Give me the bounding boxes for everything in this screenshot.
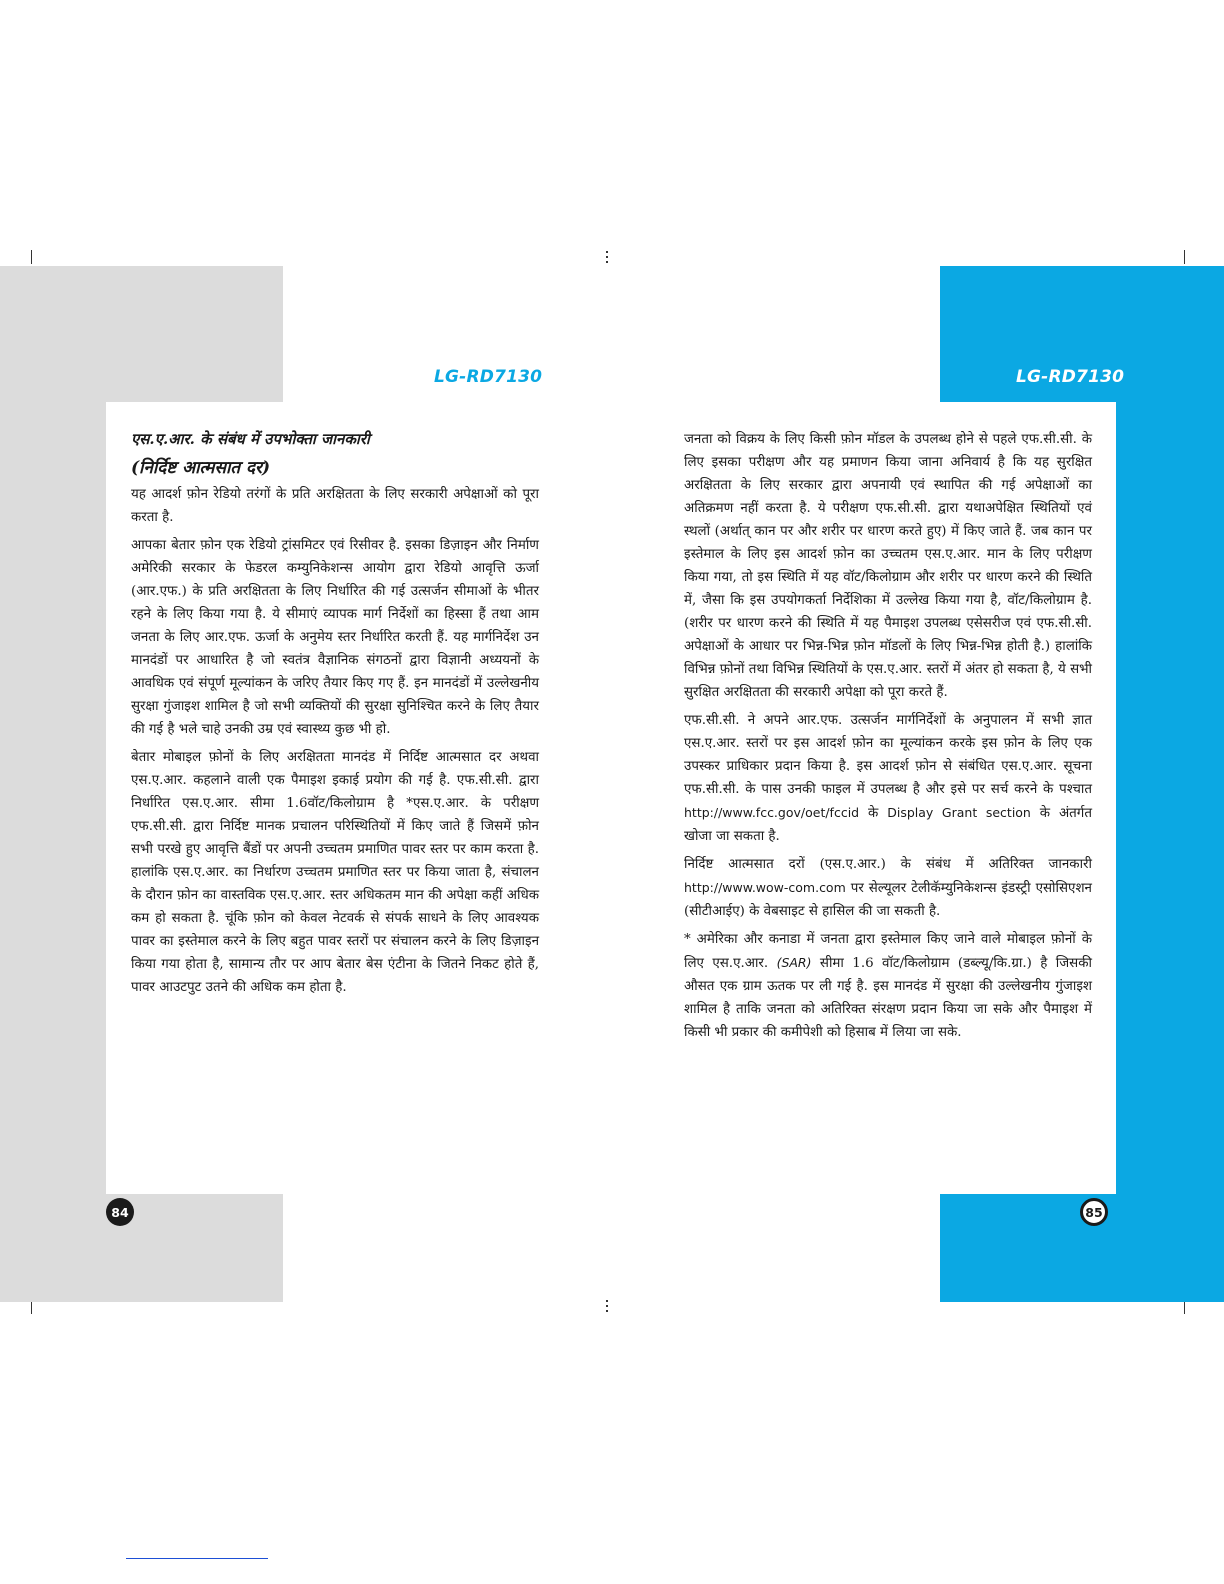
- fold-mark-top: [606, 251, 608, 266]
- ctia-url[interactable]: http://www.wow-com.com: [684, 880, 846, 895]
- footnote-paragraph: [684, 928, 1092, 1044]
- crop-mark-bottom-left: [31, 1300, 32, 1314]
- paragraph-head: निर्दिष्ट आत्मसात दरों (एस.ए.आर.) के संबंध में अतिरिक्त जानकारी: [684, 857, 1092, 872]
- paragraph: जनता को विक्रय के लिए किसी फ़ोन मॉडल के उपलब्ध होने से पहले एफ.सी.सी. के लिए इसका परीक्षण और यह प्रमाणन किया जाना अनिवार्य है कि यह सुरक्षित अरक्षितता के लिए सरकार द्वारा अपनायी एवं स्थापित की गई अपेक्षाओं का अतिक्रमण नहीं करता है. ये परीक्षण एफ.सी.सी. द्वारा यथाअपेक्षित स्थितियों एवं स्थलों (अर्थात् कान पर और शरीर पर धारण करते हुए) में किए जाते हैं. जब कान पर इस्तेमाल के लिए इस आदर्श फ़ोन का उच्चतम एस.ए.आर. मान के लिए परीक्षण किया गया, तो इस स्थिति में यह वॉट/किलोग्राम और शरीर पर धारण करने की स्थिति में, जैसा कि इस उपयोगकर्ता निर्देशिका में उल्लेख किया गया है, वॉट/किलोग्राम है. (शरीर पर धारण करने की स्थिति में यह पैमाइश उपलब्ध एसेसरीज एवं एफ.सी.सी. अपेक्षाओं के आधार पर भिन्न-भिन्न फ़ोन मॉडलों के लिए भिन्न-भिन्न होती है.) हालांकि विभिन्न फ़ोनों तथा विभिन्न स्थितियों के एस.ए.आर. स्तरों में अंतर हो सकता है, ये सभी सुरक्षित अरक्षितता की सरकारी अपेक्षा को पूरा करते हैं.: [684, 432, 1092, 700]
- paragraph-text: एफ.सी.सी. ने अपने आर.एफ. उत्सर्जन मार्गनिर्देशों के अनुपालन में सभी ज्ञात एस.ए.आर. स्तरों पर इस आदर्श फ़ोन का मूल्यांकन करके इस फ़ोन के लिए एक उपस्कर प्राधिकार प्रदान किया है. इस आदर्श फ़ोन से संबंधित एस.ए.आर. सूचना एफ.सी.सी. के पास उनकी फाइल में उपलब्ध है और इसे पर सर्च करने के पश्चात: [684, 713, 1092, 797]
- section-subtitle: (निर्दिष्ट आत्मसात दर): [131, 458, 271, 478]
- model-header-left: LG-RD7130: [434, 367, 543, 387]
- paragraph: आपका बेतार फ़ोन एक रेडियो ट्रांसमिटर एवं रिसीवर है. इसका डिज़ाइन और निर्माण अमेरिकी सरकार के फेडरल कम्युनिकेशन्स आयोग द्वारा रेडियो आवृत्ति ऊर्जा (आर.एफ.) के प्रति अरक्षितता के लिए निर्धारित की गई उत्सर्जन सीमाओं के भीतर रहने के लिए किया गया है. ये सीमाएं व्यापक मार्ग निर्देशों का हिस्सा हैं तथा आम जनता के लिए आर.एफ. ऊर्जा के अनुमेय स्तर निर्धारित करती हैं. यह मार्गनिर्देश उन मानदंडों पर आधारित है जो स्वतंत्र वैज्ञानिक संगठनों द्वारा विज्ञानी अध्ययनों के आवधिक एवं संपूर्ण मूल्यांकन के जरिए तैयार किए गए हैं. इन मानदंडों में उल्लेखनीय सुरक्षा गुंजाइश शामिल है जो सभी व्यक्तियों की सुरक्षा सुनिश्चित करने के लिए तैयार की गई है भले चाहे उनकी उम्र एवं स्वास्थ्य कुछ भी हो.: [131, 538, 539, 737]
- paragraph-tail: सीमा 1.6 वॉट/किलोग्राम (डब्ल्यू/कि.ग्रा.) है जिसकी औसत एक ग्राम ऊतक पर ली गई है. इस मानदंड में सुरक्षा की उल्लेखनीय गुंजाइश शामिल है ताकि जनता को अतिरिक्त संरक्षण प्रदान किया जा सके और पैमाइश में किसी भी प्रकार की कमीपेशी को हिसाब में लिया जा सके.: [684, 956, 1092, 1040]
- paragraph: [684, 853, 1092, 923]
- model-header-right: LG-RD7130: [1016, 367, 1125, 387]
- paragraph-tail: पर सेल्यूलर टेलीकॅम्युनिकेशन्स इंडस्ट्री एसोसिएशन (सीटीआईए) के वेबसाइट से हासिल की जा सकती है.: [684, 881, 1092, 919]
- paragraph: [684, 709, 1092, 848]
- display-grant-label: Display Grant section: [887, 805, 1031, 820]
- section-title: एस.ए.आर. के संबंध में उपभोक्ता जानकारी: [131, 430, 370, 448]
- fcc-url[interactable]: http://www.fcc.gov/oet/fccid: [684, 805, 860, 820]
- crop-mark-bottom-right: [1184, 1300, 1185, 1314]
- paragraph-tail: के अंतर्गत खोजा जा सकता है.: [684, 806, 1092, 844]
- right-text-column: [684, 428, 1092, 1049]
- footer-link-underline: [126, 1558, 268, 1559]
- paragraph: बेतार मोबाइल फ़ोनों के लिए अरक्षितता मानदंड में निर्दिष्ट आत्मसात दर अथवा एस.ए.आर. कहलाने वाली एक पैमाइश इकाई प्रयोग की गई है. एफ.सी.सी. द्वारा निर्धारित एस.ए.आर. सीमा 1.6वॉट/किलोग्राम है *एस.ए.आर. के परीक्षण एफ.सी.सी. द्वारा निर्दिष्ट मानक प्रचालन परिस्थितियों में किए जाते हैं जिसमें फ़ोन सभी परखे हुए आवृत्ति बैंडों पर अपनी उच्चतम प्रमाणित पावर स्तर पर काम करता है. हालांकि एस.ए.आर. का निर्धारण उच्चतम प्रमाणित स्तर पर किया जाता है, संचालन के दौरान फ़ोन का वास्तविक एस.ए.आर. स्तर अधिकतम मान की अपेक्षा कहीं अधिक कम हो सकता है. चूंकि फ़ोन को केवल नेटवर्क से संपर्क साधने के लिए आवश्यक पावर का इस्तेमाल करने के लिए बहुत पावर स्तरों पर संचालन करने के लिए डिज़ाइन किया गया होता है, सामान्य तौर पर आप बेतार बेस एंटीना के जितने निकट होते हैं, पावर आउटपुट उतने की अधिक कम होता है.: [131, 750, 539, 995]
- crop-mark-top-left: [31, 250, 32, 264]
- crop-mark-top-right: [1184, 250, 1185, 264]
- left-text-column: [131, 428, 539, 1004]
- fold-mark-bottom: [606, 1300, 608, 1315]
- paragraph-head: * अमेरिका और कनाडा में जनता द्वारा इस्तेमाल किए जाने वाले मोबाइल फ़ोनों के लिए एस.ए.आर.: [684, 932, 1092, 971]
- page-number-right: 85: [1080, 1198, 1108, 1226]
- sar-abbrev: (SAR): [776, 955, 812, 970]
- paragraph: यह आदर्श फ़ोन रेडियो तरंगों के प्रति अरक्षितता के लिए सरकारी अपेक्षाओं को पूरा करता है.: [131, 487, 539, 525]
- connector-text: के: [868, 806, 879, 821]
- page-number-left: 84: [106, 1198, 134, 1226]
